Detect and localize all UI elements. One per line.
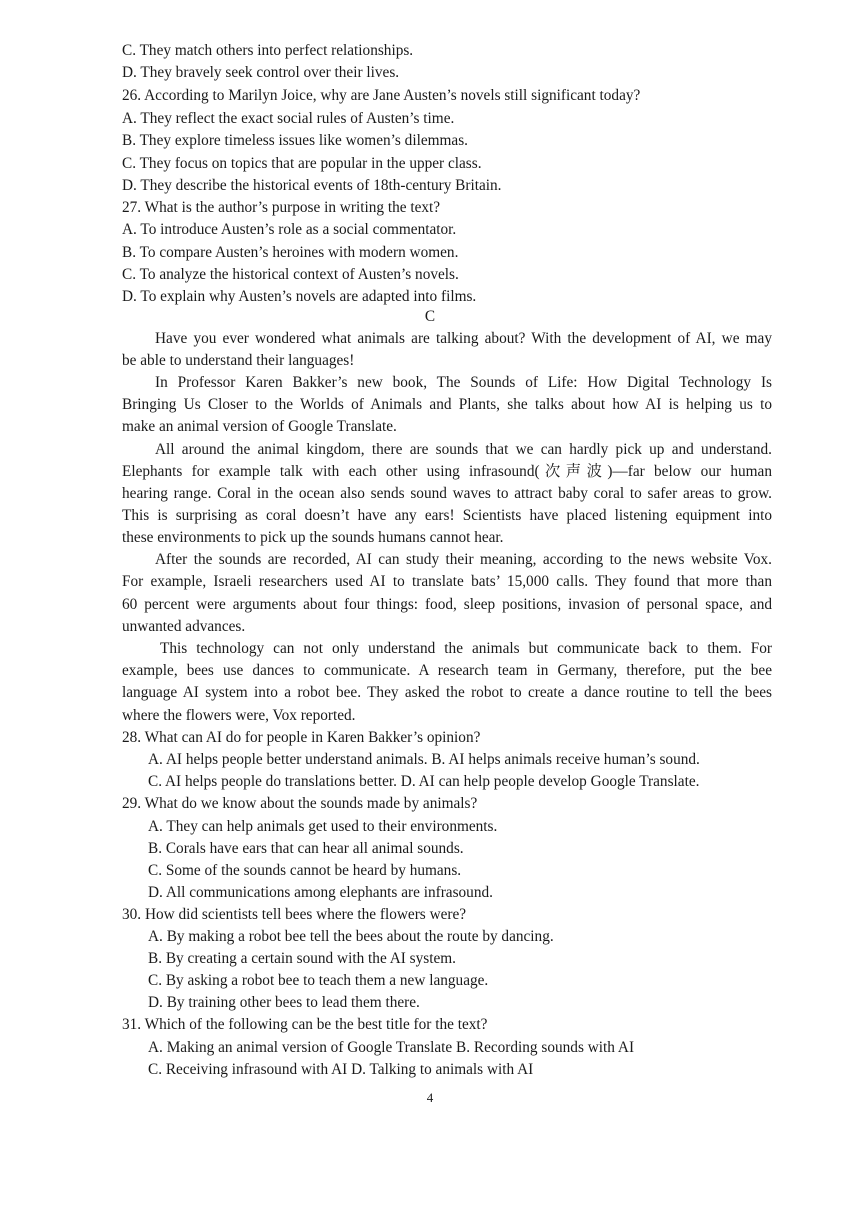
section-heading-c: C bbox=[424, 308, 436, 325]
passage-line: where the flowers were, Vox reported. bbox=[122, 707, 356, 724]
q29-option-a: A. They can help animals get used to their environments. bbox=[148, 818, 498, 835]
q29-option-c: C. Some of the sounds cannot be heard by humans. bbox=[148, 862, 462, 879]
passage-line: All around the animal kingdom, there are sounds that we can hardly pick up and understand. bbox=[155, 441, 772, 458]
passage-line: 60 percent were arguments about four things: food, sleep positions, invasion of personal space, and bbox=[122, 596, 772, 613]
q29-option-d: D. All communications among elephants are infrasound. bbox=[148, 884, 493, 901]
passage-line: unwanted advances. bbox=[122, 618, 246, 635]
q26-stem: 26. According to Marilyn Joice, why are Jane Austen’s novels still significant today? bbox=[122, 87, 641, 104]
q28-stem: 28. What can AI do for people in Karen Bakker’s opinion? bbox=[122, 729, 481, 746]
q25-option-c: C. They match others into perfect relationships. bbox=[122, 42, 414, 59]
passage-line: For example, Israeli researchers used AI to translate bats’ 15,000 calls. They found that more than bbox=[122, 573, 772, 590]
page-number: 4 bbox=[426, 1090, 434, 1105]
q31-options-cd: C. Receiving infrasound with AI D. Talking to animals with AI bbox=[148, 1061, 534, 1078]
passage-line: be able to understand their languages! bbox=[122, 352, 355, 369]
q28-options-cd: C. AI helps people do translations better. D. AI can help people develop Google Translate. bbox=[148, 773, 700, 790]
passage-line: make an animal version of Google Translate. bbox=[122, 418, 397, 435]
q31-stem: 31. Which of the following can be the best title for the text? bbox=[122, 1016, 488, 1033]
passage-line: hearing range. Coral in the ocean also sends sound waves to attract baby coral to safer areas to grow. bbox=[122, 485, 772, 502]
q30-stem: 30. How did scientists tell bees where the flowers were? bbox=[122, 906, 467, 923]
passage-line: example, bees use dances to communicate. A research team in Germany, therefore, put the bee bbox=[122, 662, 772, 679]
q26-option-b: B. They explore timeless issues like women’s dilemmas. bbox=[122, 132, 468, 149]
q29-option-b: B. Corals have ears that can hear all animal sounds. bbox=[148, 840, 464, 857]
q27-option-a: A. To introduce Austen’s role as a social commentator. bbox=[122, 221, 457, 238]
q30-option-d: D. By training other bees to lead them there. bbox=[148, 994, 420, 1011]
q30-option-b: B. By creating a certain sound with the AI system. bbox=[148, 950, 456, 967]
passage-line: This is surprising as coral doesn’t have any ears! Scientists have placed listening equipment into bbox=[122, 507, 772, 524]
q27-option-b: B. To compare Austen’s heroines with modern women. bbox=[122, 244, 459, 261]
q25-option-d: D. They bravely seek control over their lives. bbox=[122, 64, 400, 81]
q30-option-a: A. By making a robot bee tell the bees about the route by dancing. bbox=[148, 928, 554, 945]
q27-option-d: D. To explain why Austen’s novels are adapted into films. bbox=[122, 288, 477, 305]
q27-stem: 27. What is the author’s purpose in writing the text? bbox=[122, 199, 441, 216]
q26-option-d: D. They describe the historical events of 18th-century Britain. bbox=[122, 177, 502, 194]
passage-line: After the sounds are recorded, AI can study their meaning, according to the news website Vox. bbox=[155, 551, 772, 568]
q31-options-ab: A. Making an animal version of Google Translate B. Recording sounds with AI bbox=[148, 1039, 635, 1056]
q28-options-ab: A. AI helps people better understand animals. B. AI helps animals receive human’s sound. bbox=[148, 751, 700, 768]
q26-option-a: A. They reflect the exact social rules of Austen’s time. bbox=[122, 110, 455, 127]
q30-option-c: C. By asking a robot bee to teach them a new language. bbox=[148, 972, 489, 989]
q26-option-c: C. They focus on topics that are popular in the upper class. bbox=[122, 155, 482, 172]
q29-stem: 29. What do we know about the sounds made by animals? bbox=[122, 795, 478, 812]
q27-option-c: C. To analyze the historical context of Austen’s novels. bbox=[122, 266, 459, 283]
passage-line: Have you ever wondered what animals are talking about? With the development of AI, we may bbox=[155, 330, 772, 347]
passage-line: language AI system into a robot bee. They asked the robot to create a dance routine to tell the bees bbox=[122, 684, 772, 701]
passage-line: In Professor Karen Bakker’s new book, The Sounds of Life: How Digital Technology Is bbox=[155, 374, 772, 391]
passage-line: Bringing Us Closer to the Worlds of Animals and Plants, she talks about how AI is helping us to bbox=[122, 396, 772, 413]
passage-line: Elephants for example talk with each other using infrasound(次声波)—far below our human bbox=[122, 463, 772, 480]
passage-line: This technology can not only understand the animals but communicate back to them. For bbox=[160, 640, 772, 657]
passage-line: these environments to pick up the sounds humans cannot hear. bbox=[122, 529, 504, 546]
